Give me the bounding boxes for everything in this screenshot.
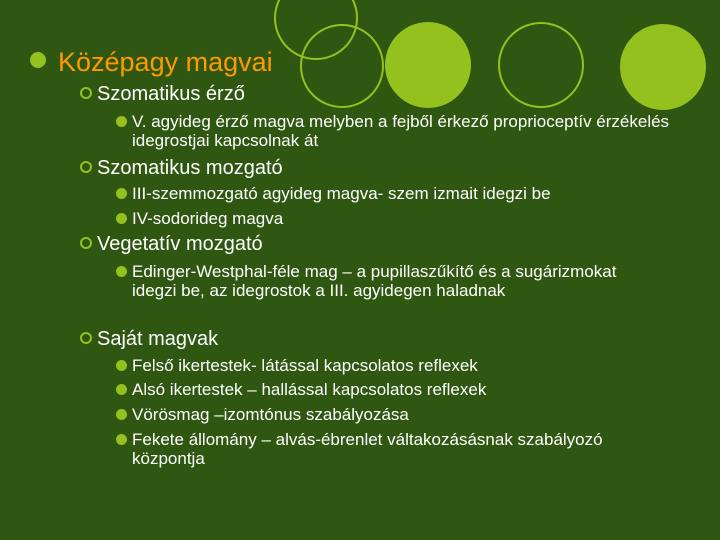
list-item (116, 184, 686, 203)
ring-bullet-icon (80, 161, 92, 173)
list-item (116, 356, 686, 375)
dot-bullet-icon (116, 266, 127, 277)
section-heading-somatic-sensory (80, 83, 245, 106)
decorative-circle-filled (385, 22, 471, 108)
decorative-circle-filled (620, 24, 706, 110)
dot-bullet-icon (116, 213, 127, 224)
slide-title (30, 47, 273, 78)
decorative-circle-outline (498, 22, 584, 108)
list-item-text: III-szemmozgató agyideg magva- szem izmait idegzi be (132, 184, 551, 203)
list-item-text: Fekete állomány – alvás-ébrenlet váltakozásásnak szabályozó központja (132, 430, 603, 468)
ring-bullet-icon (80, 87, 92, 99)
list-item-text: Edinger-Westphal-féle mag – a pupillaszűkítő és a sugárizmokat idegzi be, az idegrostok a III. agyidegen haladnak (132, 262, 617, 300)
dot-bullet-icon (116, 116, 127, 127)
list-item (116, 209, 686, 228)
dot-bullet-icon (116, 384, 127, 395)
list-item (116, 112, 686, 150)
section-heading-text: Szomatikus érző (97, 83, 245, 105)
section-heading-somatic-motor (80, 157, 283, 180)
list-item-text: Alsó ikertestek – hallással kapcsolatos reflexek (132, 380, 487, 399)
section-heading-text: Vegetatív mozgató (97, 233, 263, 255)
section-heading-own-nuclei (80, 328, 218, 351)
list-item (116, 262, 636, 300)
ring-bullet-icon (80, 332, 92, 344)
list-item-text: IV-sodorideg magva (132, 209, 284, 228)
title-text: Középagy magvai (58, 47, 273, 77)
dot-bullet-icon (116, 188, 127, 199)
list-item-text: Vörösmag –izomtónus szabályozása (132, 405, 409, 424)
decorative-circle-outline (300, 24, 384, 108)
list-item (116, 380, 686, 399)
dot-bullet-icon (116, 434, 127, 445)
section-heading-text: Saját magvak (97, 328, 219, 350)
list-item-text: V. agyideg érző magva melyben a fejből érkező proprioceptív érzékelés idegrostjai kapcsolnak át (132, 112, 670, 150)
section-heading-text: Szomatikus mozgató (97, 157, 283, 179)
dot-bullet-icon (116, 409, 127, 420)
list-item-text: Felső ikertestek- látással kapcsolatos reflexek (132, 356, 478, 375)
section-heading-autonomic-motor (80, 233, 263, 256)
list-item (116, 405, 686, 424)
dot-bullet-icon (116, 360, 127, 371)
ring-bullet-icon (80, 237, 92, 249)
title-bullet-icon (30, 52, 46, 68)
list-item (116, 430, 606, 468)
